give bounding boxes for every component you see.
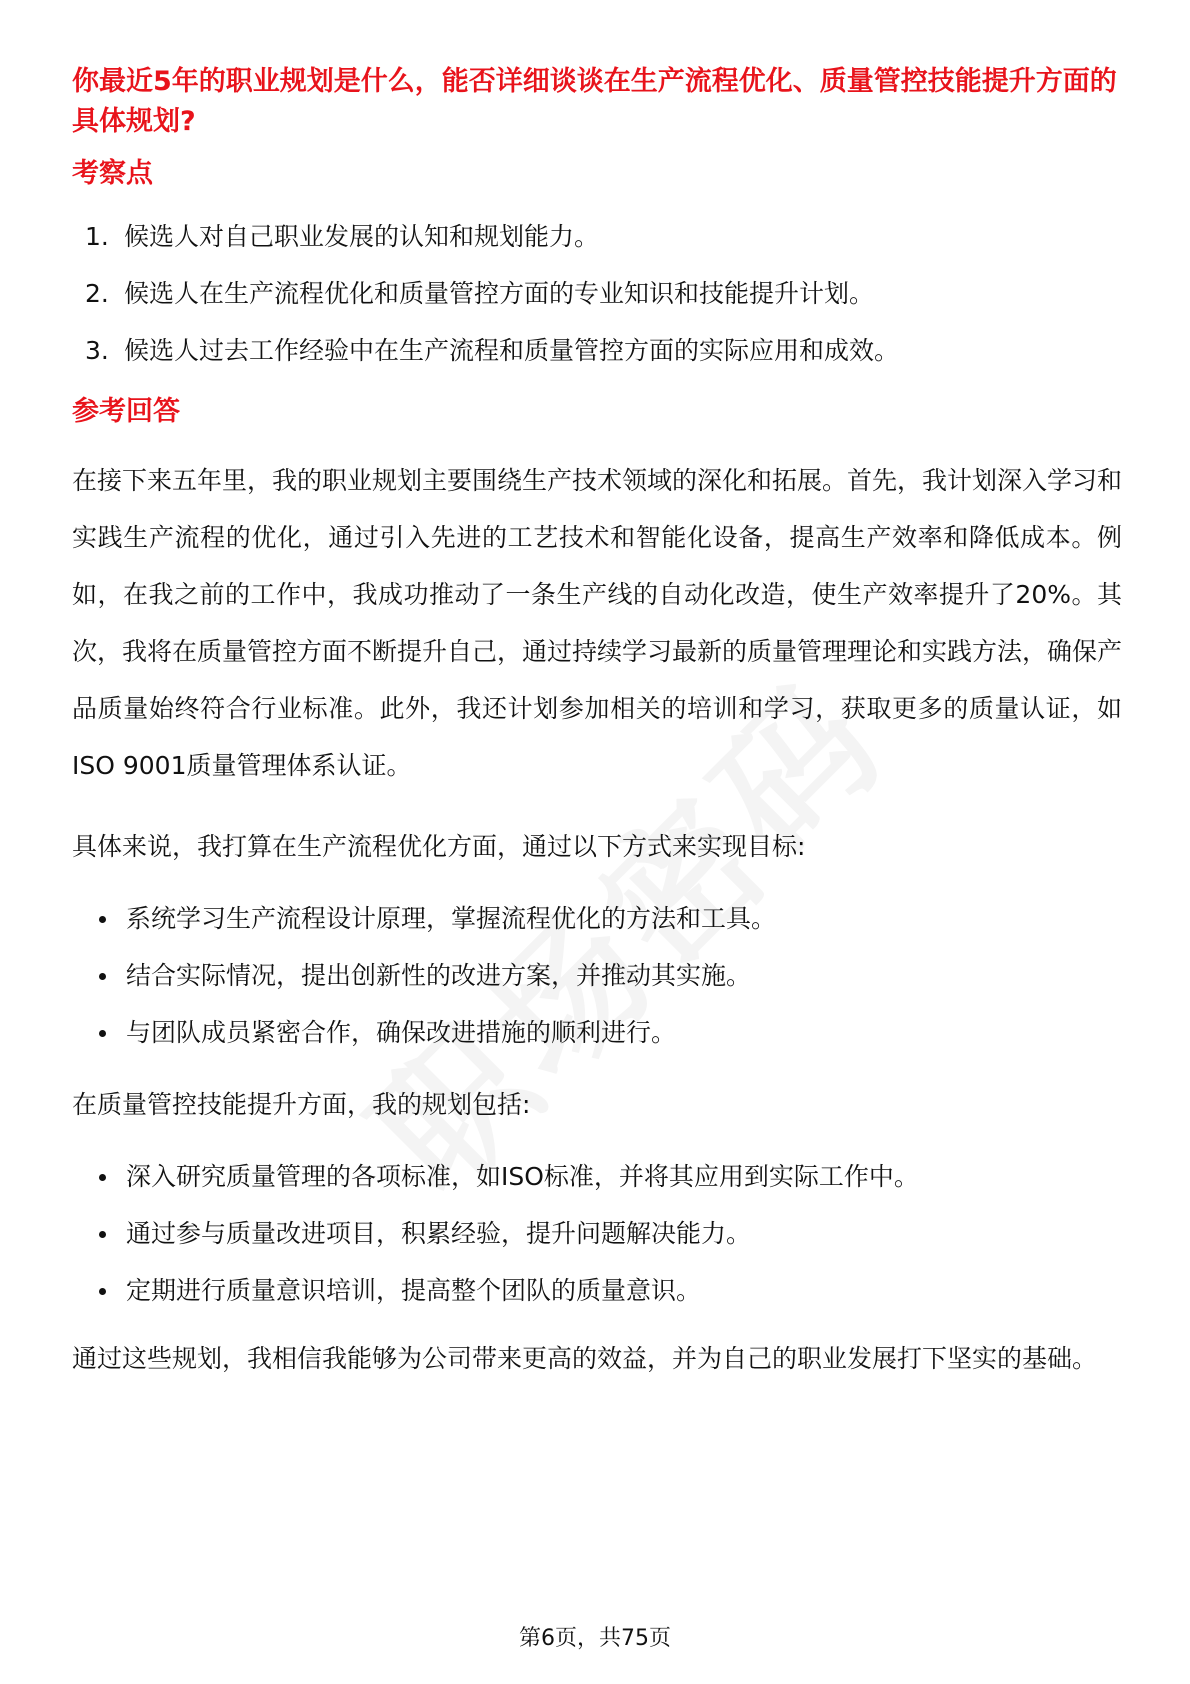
process-plan-list: [72, 900, 1122, 1052]
list-item-number: 2.: [85, 279, 109, 308]
list-item: [72, 1014, 1122, 1052]
reference-answer-heading: 参考回答: [72, 396, 180, 427]
list-item-text: 定期进行质量意识培训，提高整个团队的质量意识。: [126, 1276, 702, 1305]
bullet-icon: [99, 1231, 106, 1238]
bullet-icon: [99, 1030, 106, 1037]
list-item: [72, 1158, 1122, 1196]
list-item: [72, 275, 1122, 313]
exam-points-list: [72, 218, 1122, 370]
process-intro-paragraph: 具体来说，我打算在生产流程优化方面，通过以下方式来实现目标:: [72, 832, 806, 861]
quality-intro-paragraph: 在质量管控技能提升方面，我的规划包括:: [72, 1090, 531, 1119]
list-item-text: 通过参与质量改进项目，积累经验，提升问题解决能力。: [126, 1219, 752, 1248]
conclusion-paragraph: 通过这些规划，我相信我能够为公司带来更高的效益，并为自己的职业发展打下坚实的基础。: [72, 1344, 1098, 1373]
answer-intro-paragraph: 在接下来五年里，我的职业规划主要围绕生产技术领域的深化和拓展。首先，我计划深入学习和实践生产流程的优化，通过引入先进的工艺技术和智能化设备，提高生产效率和降低成本。例如，在我之前的工作中，我成功推动了一条生产线的自动化改造，使生产效率提升了20%。其次，我将在质量管控方面不断提升自己，通过持续学习最新的质量管理理论和实践方法，确保产品质量始终符合行业标准。此外，我还计划参加相关的培训和学习，获取更多的质量认证，如ISO 9001质量管理体系认证。: [72, 466, 1123, 780]
list-item: [72, 218, 1122, 256]
quality-plan-list: [72, 1158, 1122, 1310]
list-item-text: 候选人对自己职业发展的认知和规划能力。: [124, 222, 600, 251]
list-item-text: 深入研究质量管理的各项标准，如ISO标准，并将其应用到实际工作中。: [126, 1162, 919, 1191]
list-item-number: 3.: [85, 336, 109, 365]
bullet-icon: [99, 1174, 106, 1181]
list-item-text: 系统学习生产流程设计原理，掌握流程优化的方法和工具。: [126, 904, 777, 933]
list-item-text: 候选人过去工作经验中在生产流程和质量管控方面的实际应用和成效。: [124, 336, 900, 365]
bullet-icon: [99, 973, 106, 980]
list-item-text: 候选人在生产流程优化和质量管控方面的专业知识和技能提升计划。: [124, 279, 875, 308]
list-item-text: 与团队成员紧密合作，确保改进措施的顺利进行。: [126, 1018, 677, 1047]
list-item-text: 结合实际情况，提出创新性的改进方案，并推动其实施。: [126, 961, 752, 990]
page-number-footer: 第6页，共75页: [519, 1626, 671, 1651]
bullet-icon: [99, 1288, 106, 1295]
question-title: 你最近5年的职业规划是什么，能否详细谈谈在生产流程优化、质量管控技能提升方面的具体规划?: [72, 66, 1117, 137]
list-item: [72, 900, 1122, 938]
exam-points-heading: 考察点: [72, 158, 153, 189]
list-item: [72, 332, 1122, 370]
page-content: [72, 62, 1122, 1387]
list-item-number: 1.: [85, 222, 109, 251]
list-item: [72, 1215, 1122, 1253]
bullet-icon: [99, 916, 106, 923]
list-item: [72, 1272, 1122, 1310]
list-item: [72, 957, 1122, 995]
